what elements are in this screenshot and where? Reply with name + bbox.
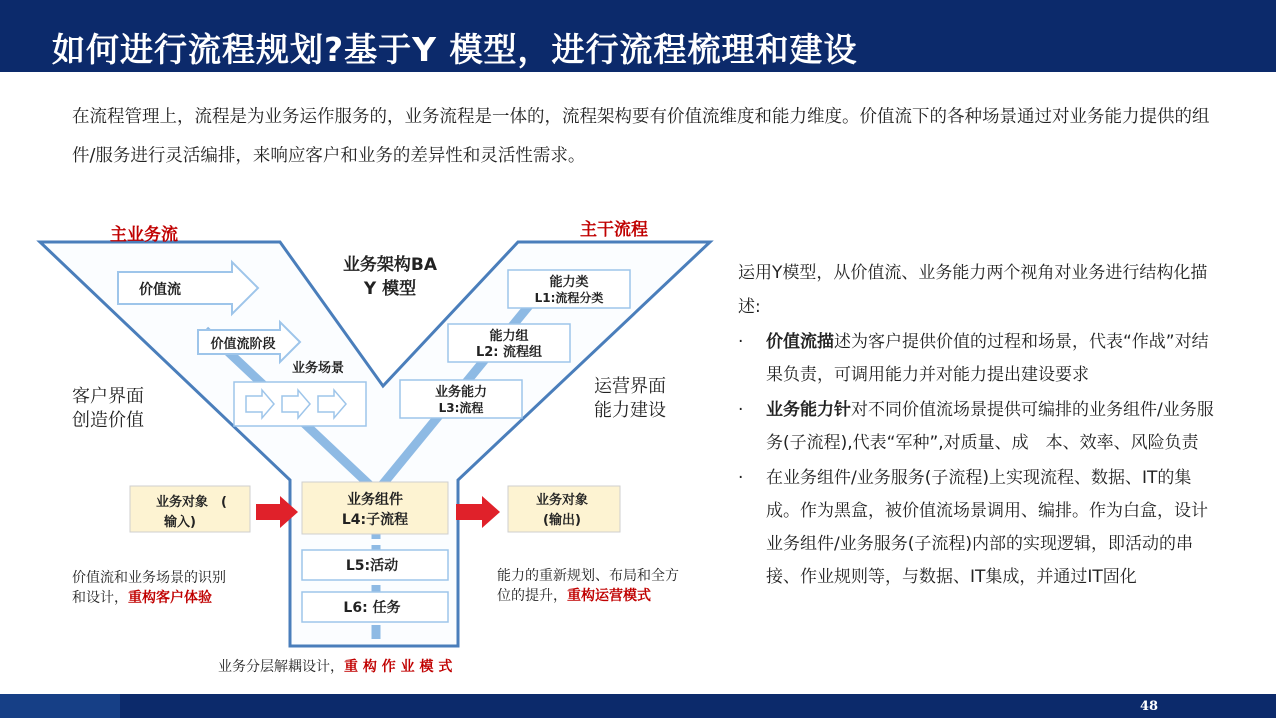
l6-label: L6: 任务: [343, 600, 401, 616]
bullet-dot: ·: [738, 332, 744, 352]
left-note-highlight: 重构客户体验: [128, 590, 212, 606]
ba-title-line1: 业务架构BA: [342, 255, 438, 275]
component-line2: L4:子流程: [341, 512, 409, 528]
page-number: 48: [1140, 699, 1159, 714]
component-line1: 业务组件: [347, 492, 403, 508]
bullet-item-integration: [738, 462, 1218, 594]
output-object-line1: 业务对象: [535, 493, 589, 508]
bullet-dot: ·: [738, 400, 744, 420]
right-panel-lead: 运用Y模型，从价值流、业务能力两个视角对业务进行结构化描述:: [738, 263, 1208, 317]
right-note-highlight: 重构运营模式: [567, 588, 651, 604]
bullet-item-capability: [738, 394, 1218, 460]
left-note-line2: 和设计，重构客户体验: [72, 590, 212, 606]
customer-interface-line1: 客户界面: [72, 386, 144, 407]
page-title: 如何进行流程规划?基于Y 模型，进行流程梳理和建设: [52, 30, 858, 69]
business-capability-line2: L3:流程: [438, 401, 484, 415]
l5-label: L5:活动: [345, 558, 399, 574]
business-scenario-label: 业务场景: [291, 361, 345, 376]
operation-interface-line2: 能力建设: [594, 400, 666, 421]
value-stream-label: 价值流: [139, 282, 181, 298]
output-arrow: [456, 496, 500, 528]
right-note-line1: 能力的重新规划、布局和全方: [497, 568, 679, 584]
right-note-line2: 位的提升，重构运营模式: [497, 588, 651, 604]
y-model-diagram: [0, 190, 730, 690]
bullet-item-value-stream: [738, 326, 1218, 392]
capability-group-line2: L2: 流程组: [475, 345, 543, 360]
bullet-text: 述为客户提供价值的过程和场景，代表“作战”对结果负责，可调用能力并对能力提出建设要求: [766, 332, 1209, 385]
operation-interface-line1: 运营界面: [594, 376, 666, 397]
capability-group-line1: 能力组: [489, 329, 529, 344]
left-note-line1: 价值流和业务场景的识别: [72, 570, 226, 586]
footer-accent: [0, 694, 120, 718]
business-capability-line1: 业务能力: [434, 385, 488, 400]
bullet-text: 对不同价值流场景提供可编排的业务组件/业务服务(子流程),代表“军种”,对质量、成 本、效率、风险负责: [766, 400, 1214, 453]
main-business-flow-label: 主业务流: [110, 225, 178, 245]
main-trunk-process-label: 主干流程: [580, 220, 648, 240]
capability-class-line1: 能力类: [549, 275, 589, 290]
capability-class-line2: L1:流程分类: [534, 291, 604, 305]
value-stream-stage-label: 价值流阶段: [210, 337, 276, 352]
customer-interface-line2: 创造价值: [72, 410, 144, 431]
bullet-bold: 价值流描: [766, 332, 834, 352]
output-object-line2: (输出): [543, 513, 581, 528]
input-object-line2: 输入): [164, 515, 196, 530]
bottom-note: 业务分层解耦设计，重 构 作 业 模 式: [218, 659, 453, 675]
bullet-dot: ·: [738, 468, 744, 488]
bottom-note-highlight: 重 构 作 业 模 式: [344, 659, 453, 675]
bullet-text: 在业务组件/业务服务(子流程)上实现流程、数据、IT的集成。作为黑盒，被价值流场景调用、编排。作为白盒，设计业务组件/业务服务(子流程)内部的实现逻辑，即活动的串接、作业规则等，与数据、IT集成，并通过IT固化: [766, 468, 1208, 587]
input-object-line1: 业务对象 (: [156, 495, 227, 510]
ba-title-line2: Y 模型: [363, 279, 417, 299]
footer-bar: [0, 694, 1276, 718]
intro-paragraph: 在流程管理上，流程是为业务运作服务的，业务流程是一体的，流程架构要有价值流维度和能力维度。价值流下的各种场景通过对业务能力提供的组件/服务进行灵活编排，来响应客户和业务的差异性和灵活性需求。: [72, 107, 1210, 166]
right-panel: [738, 256, 1218, 594]
bullet-bold: 业务能力针: [766, 400, 851, 420]
